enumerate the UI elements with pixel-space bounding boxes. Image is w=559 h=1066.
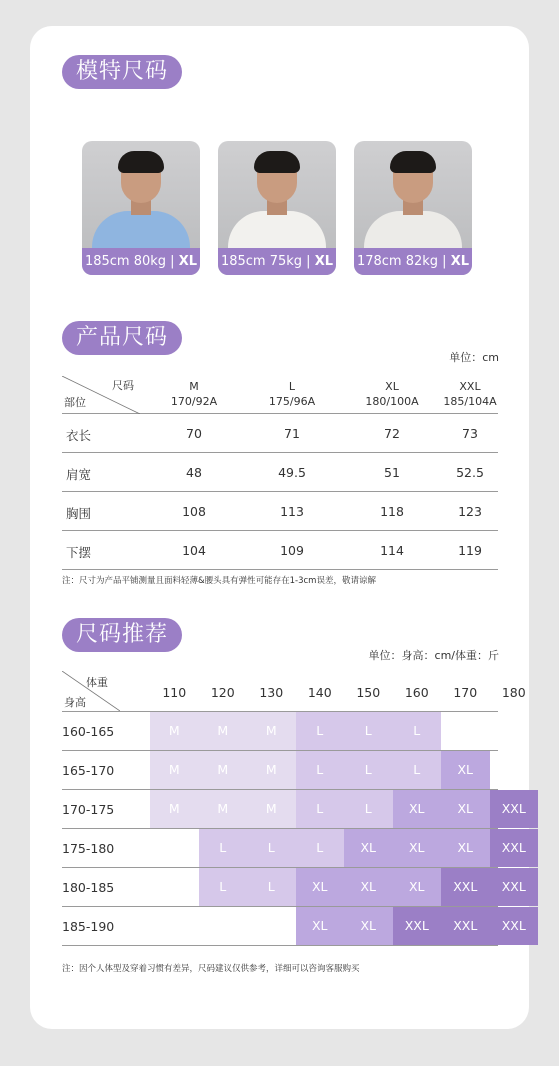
- size-cell: XL: [393, 868, 442, 906]
- grid-line: [62, 945, 498, 946]
- size-cell: XL: [393, 790, 442, 828]
- measure-value: 119: [458, 543, 482, 558]
- height-label: 170-175: [62, 802, 115, 817]
- size-cell: M: [199, 790, 248, 828]
- height-label: 180-185: [62, 880, 115, 895]
- size-cell: M: [150, 712, 199, 750]
- measure-value: 123: [458, 504, 482, 519]
- size-cell: XL: [344, 868, 393, 906]
- size-info-card: [30, 26, 529, 1029]
- size-cell: XXL: [441, 868, 490, 906]
- model-hair: [254, 151, 300, 173]
- size-cell: XXL: [441, 907, 490, 945]
- size-cell: L: [344, 712, 393, 750]
- model-size: XL: [178, 254, 198, 269]
- recommend-title: 尺码推荐: [62, 618, 182, 652]
- size-cell: L: [247, 868, 296, 906]
- weight-header: 110: [162, 685, 187, 700]
- size-cell: M: [150, 790, 199, 828]
- size-cell: XL: [441, 790, 490, 828]
- product-note: 注：尺寸为产品平铺测量且面料轻薄&腰头具有弹性可能存在1-3cm误差，敬请谅解: [62, 576, 376, 586]
- corner-part-label: 部位: [64, 396, 86, 409]
- weight-header: 120: [210, 685, 235, 700]
- model-caption: [218, 248, 336, 275]
- size-name: XL: [385, 380, 399, 393]
- measure-value: 113: [280, 504, 304, 519]
- part-label: 肩宽: [66, 467, 92, 482]
- product-row: [62, 492, 498, 531]
- size-cell: L: [296, 751, 345, 789]
- model-size: XL: [450, 254, 470, 269]
- measure-value: 73: [462, 426, 478, 441]
- size-spec: 175/96A: [268, 395, 316, 408]
- weight-header: 180: [501, 685, 526, 700]
- size-cell: XL: [441, 829, 490, 867]
- height-label: 160-165: [62, 724, 115, 739]
- height-label: 185-190: [62, 919, 115, 934]
- size-cell: L: [344, 790, 393, 828]
- measure-value: 52.5: [456, 465, 484, 480]
- size-cell: XXL: [393, 907, 442, 945]
- measure-value: 48: [186, 465, 202, 480]
- size-cell: XL: [344, 907, 393, 945]
- size-cell: M: [199, 751, 248, 789]
- size-cell: XL: [344, 829, 393, 867]
- product-row: [62, 414, 498, 453]
- size-cell: XL: [441, 751, 490, 789]
- size-name: XXL: [459, 380, 481, 393]
- product-row: [62, 531, 498, 570]
- weight-header: 140: [307, 685, 332, 700]
- size-cell: M: [247, 712, 296, 750]
- size-header: [352, 379, 432, 409]
- model-card: [218, 141, 336, 275]
- corner-size-label: 尺码: [112, 379, 134, 392]
- size-name: L: [288, 380, 296, 393]
- model-measure: 178cm 82kg |: [356, 254, 451, 269]
- size-cell: L: [296, 790, 345, 828]
- weight-header: 130: [259, 685, 284, 700]
- model-size-title: 模特尺码: [62, 55, 182, 89]
- size-cell: M: [247, 751, 296, 789]
- size-cell: L: [247, 829, 296, 867]
- measure-value: 49.5: [278, 465, 306, 480]
- size-cell: XL: [296, 868, 345, 906]
- product-row: [62, 453, 498, 492]
- product-header-row: [62, 376, 498, 414]
- recommend-note: 注：因个人体型及穿着习惯有差异，尺码建议仅供参考，详细可以咨询客服购买: [62, 964, 360, 974]
- size-spec: 180/100A: [365, 395, 419, 408]
- model-size: XL: [314, 254, 334, 269]
- measure-value: 71: [284, 426, 300, 441]
- product-unit: 单位：cm: [449, 351, 499, 364]
- model-card: [82, 141, 200, 275]
- size-cell: XL: [296, 907, 345, 945]
- size-name: M: [189, 380, 199, 393]
- size-cell: XXL: [490, 790, 539, 828]
- size-cell: XXL: [490, 829, 539, 867]
- size-cell: L: [296, 712, 345, 750]
- part-label: 衣长: [66, 428, 92, 443]
- model-caption: [82, 248, 200, 275]
- product-size-title: 产品尺码: [62, 321, 182, 355]
- size-cell: L: [199, 868, 248, 906]
- measure-value: 114: [380, 543, 404, 558]
- size-header: [154, 379, 234, 409]
- measure-value: 70: [186, 426, 202, 441]
- model-hair: [118, 151, 164, 173]
- measure-value: 118: [380, 504, 404, 519]
- model-hair: [390, 151, 436, 173]
- weight-header: 170: [453, 685, 478, 700]
- size-cell: L: [296, 829, 345, 867]
- part-label: 胸围: [66, 506, 92, 521]
- model-measure: 185cm 75kg |: [220, 254, 315, 269]
- height-label: 175-180: [62, 841, 115, 856]
- measure-value: 72: [384, 426, 400, 441]
- size-cell: L: [393, 751, 442, 789]
- size-cell: XXL: [490, 868, 539, 906]
- size-cell: M: [150, 751, 199, 789]
- model-caption: [354, 248, 472, 275]
- weight-header: 150: [356, 685, 381, 700]
- model-measure: 185cm 80kg |: [84, 254, 179, 269]
- size-spec: 170/92A: [170, 395, 218, 408]
- model-gallery: [82, 141, 472, 275]
- measure-value: 51: [384, 465, 400, 480]
- size-cell: XXL: [490, 907, 539, 945]
- size-cell: M: [247, 790, 296, 828]
- measure-value: 104: [182, 543, 206, 558]
- size-cell: L: [393, 712, 442, 750]
- size-cell: L: [344, 751, 393, 789]
- size-spec: 185/104A: [443, 395, 497, 408]
- size-cell: M: [199, 712, 248, 750]
- model-card: [354, 141, 472, 275]
- part-label: 下摆: [66, 545, 92, 560]
- weight-header: 160: [404, 685, 429, 700]
- size-header: [430, 379, 510, 409]
- measure-value: 108: [182, 504, 206, 519]
- recommend-unit: 单位：身高：cm/体重：斤: [368, 649, 499, 662]
- size-header: [252, 379, 332, 409]
- corner-height-label: 身高: [64, 696, 86, 709]
- measure-value: 109: [280, 543, 304, 558]
- height-label: 165-170: [62, 763, 115, 778]
- size-cell: XL: [393, 829, 442, 867]
- size-cell: L: [199, 829, 248, 867]
- corner-weight-label: 体重: [86, 676, 108, 689]
